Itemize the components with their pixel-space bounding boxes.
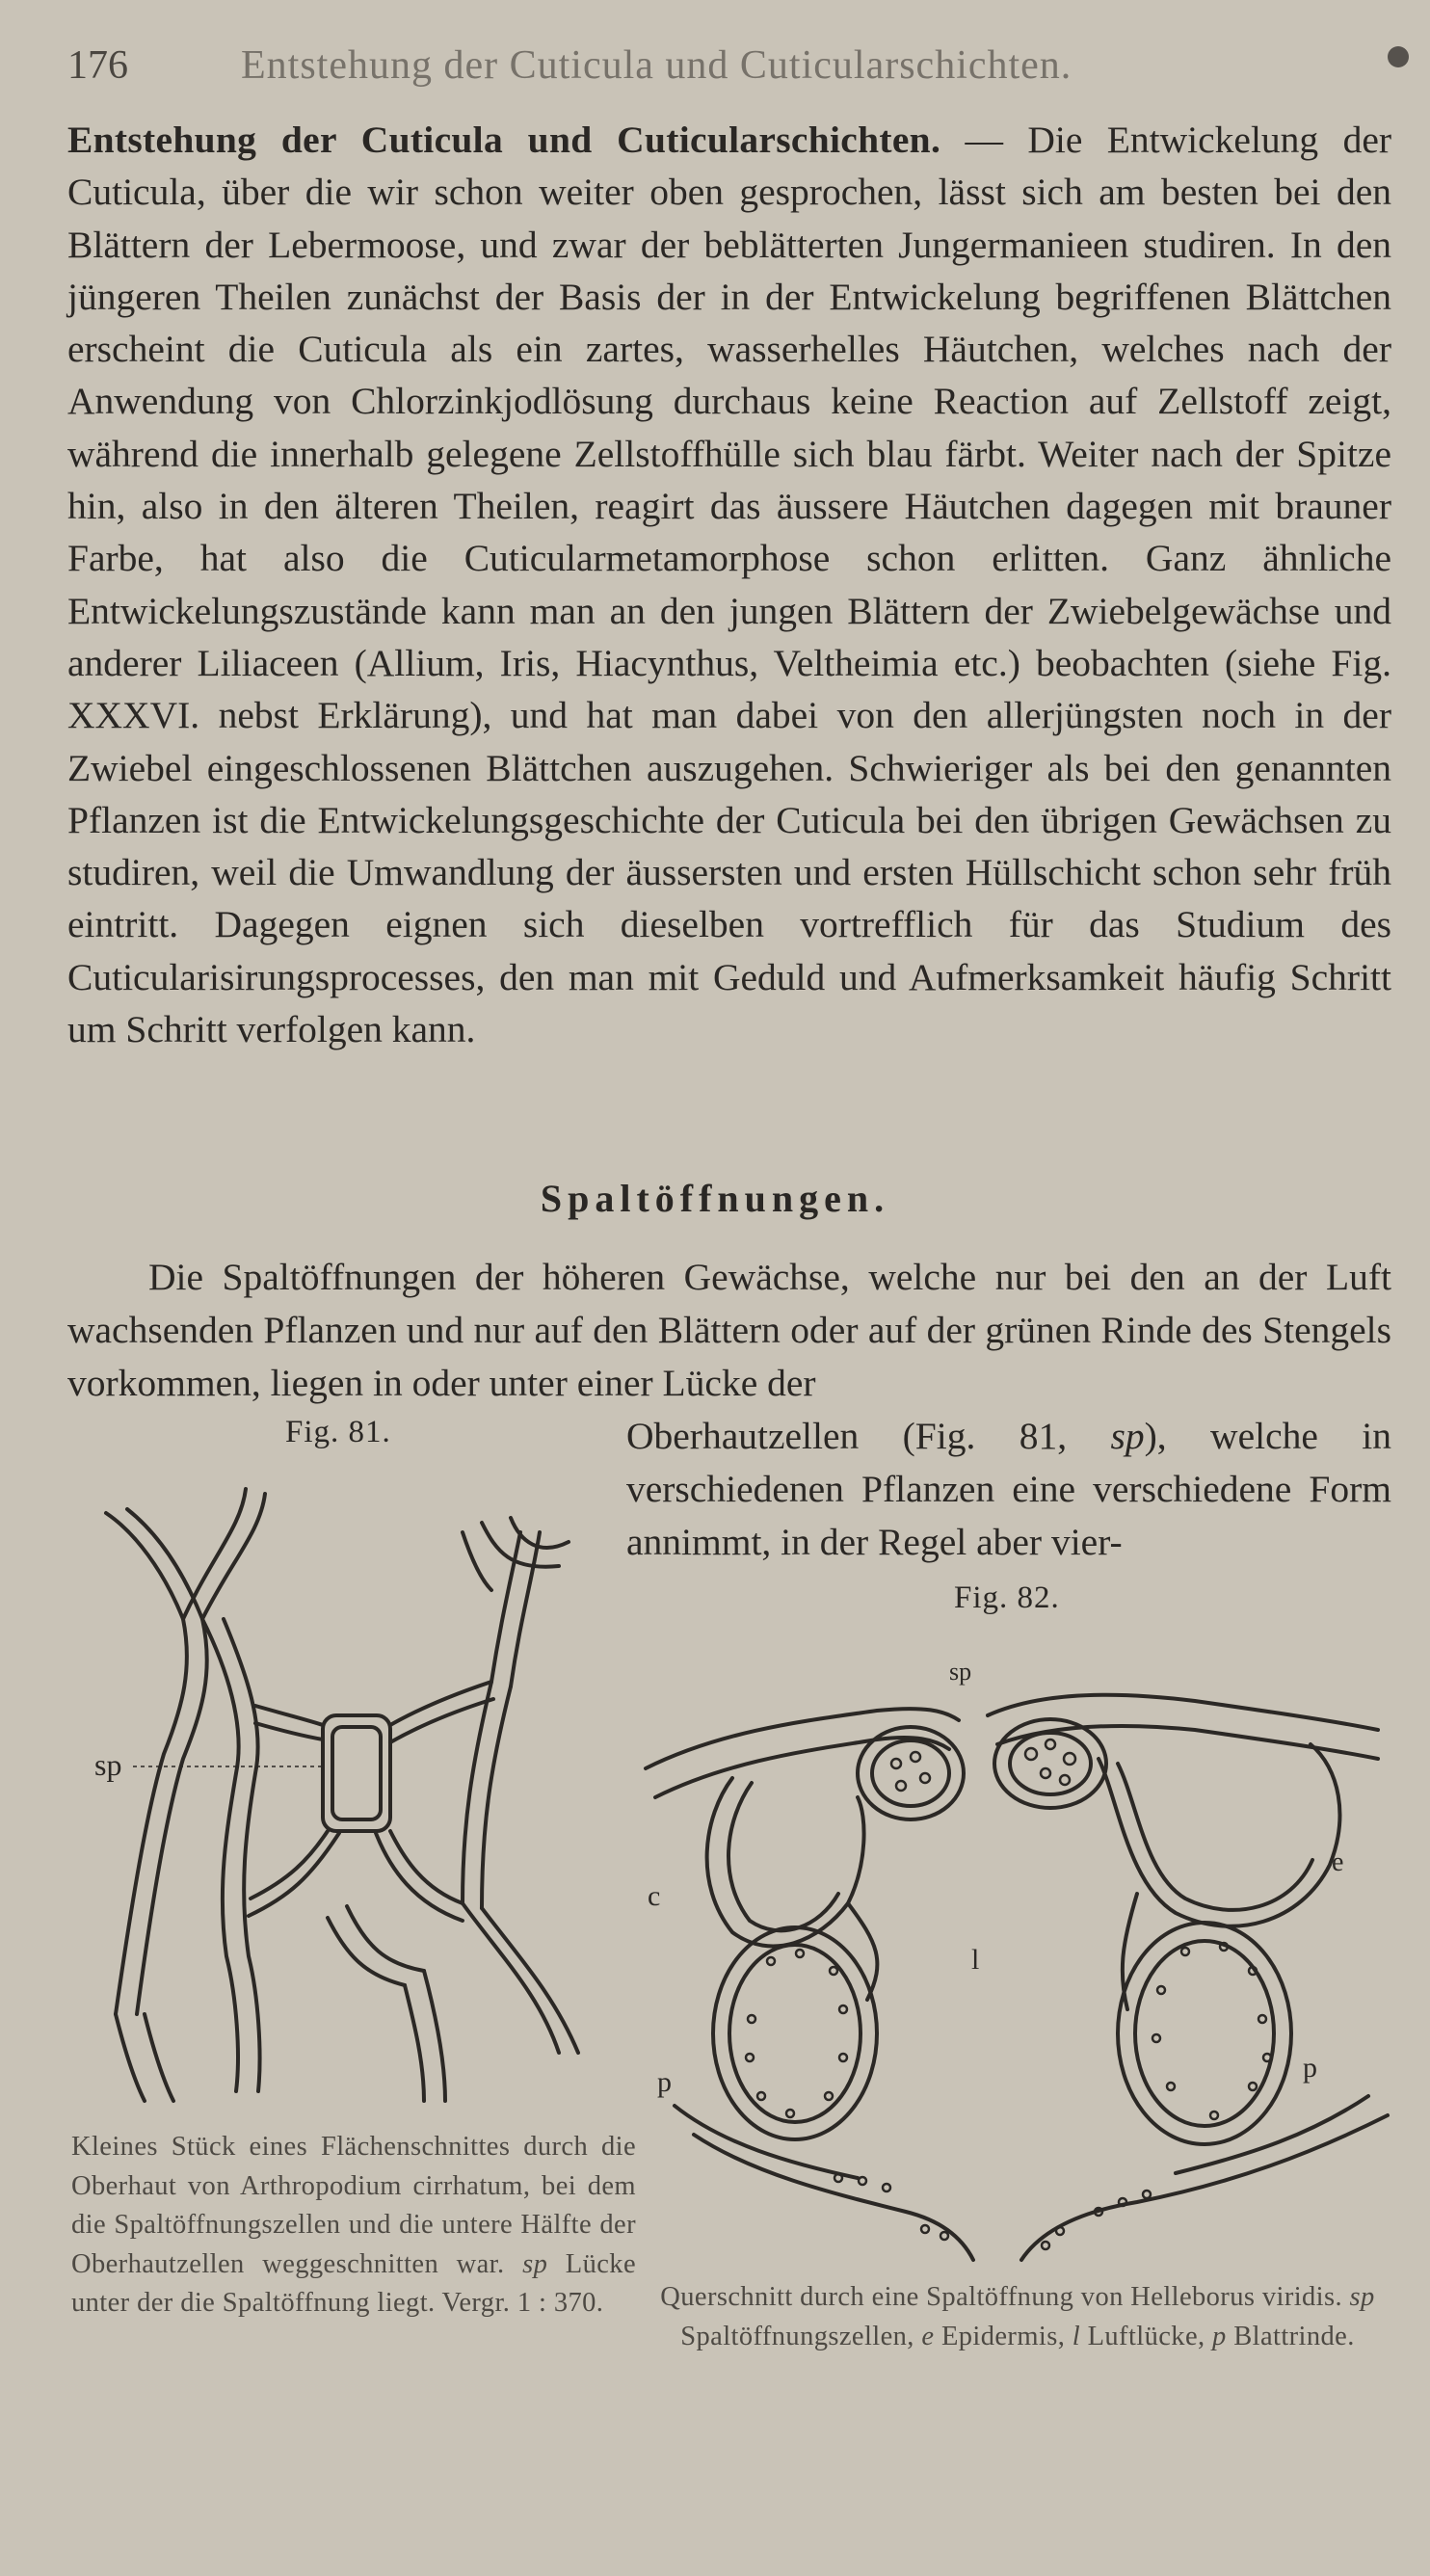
l-marker: l	[971, 1944, 980, 1976]
running-title: Entstehung der Cuticula und Cuticularschichten.	[241, 43, 1072, 88]
figure-81-label: Fig. 81.	[285, 1415, 391, 1449]
p-marker: p	[657, 2066, 672, 2098]
sp-reference: sp	[522, 2248, 548, 2279]
figure-82-label: Fig. 82.	[954, 1580, 1060, 1615]
p-marker: p	[1303, 2052, 1317, 2084]
paragraph-cuticula	[67, 114, 1391, 1055]
paragraph-body: — Die Entwickelung der Cuticula, über die wir schon weiter oben gesprochen, lässt sich am besten bei den Blättern der Lebermoose, und zwar der beblätterten Jungermanieen studiren. In den jüngeren Theilen zunächst der Basis der in der Entwickelung begriffenen Blättchen erscheint die Cuticula als ein zartes, wasserhelles Häutchen, welches nach der Anwendung von Chlorzinkjodlösung durchaus keine Reaction auf Zellstoff zeigt, während die innerhalb gelegene Zellstoffhülle sich blau färbt. Weiter nach der Spitze hin, also in den älteren Theilen, reagirt das äussere Häutchen dagegen mit brauner Farbe, hat also die Cuticularmetamorphose schon erlitten. Ganz ähnliche Entwickelungszustände kann man an den jungen Blättern der Zwiebelgewächse und anderer Liliaceen (Allium, Iris, Hiacynthus, Veltheimia etc.) beobachten (siehe Fig. XXXVI. nebst Erklärung), und hat man dabei von den allerjüngsten noch in der Zwiebel eingeschlossenen Blättchen auszugehen. Schwieriger als bei den genannten Pflanzen ist die Entwickelungsgeschichte der Cuticula bei den übrigen Gewächsen zu studiren, weil die Umwandlung der äussersten und ersten Hüllschicht schon sehr früh eintritt. Dagegen eignen sich dieselben vortrefflich für das Studium des Cuticularisirungsprocesses, den man mit Geduld und Aufmerksamkeit häufig Schritt um Schritt verfolgen kann.	[67, 119, 1391, 1051]
text-run: ), welche in verschiedenen Pflanzen eine verschiedene Form annimmt, in der Regel aber vier-	[626, 1415, 1392, 1563]
sp-marker: sp	[94, 1747, 122, 1782]
sp-reference: sp	[1349, 2282, 1375, 2312]
ink-spot	[1388, 46, 1409, 67]
text-run: Lücke unter der die Spaltöffnung liegt. Vergr. 1 : 370.	[71, 2248, 636, 2319]
text-run: Blattrinde.	[1226, 2321, 1355, 2351]
paragraph-spaltoeffnungen-continued	[626, 1410, 1391, 1569]
sp-marker: sp	[949, 1658, 972, 1686]
text-run: Epidermis,	[934, 2321, 1072, 2351]
e-marker: e	[1332, 1847, 1344, 1877]
running-head	[67, 42, 1397, 91]
figure-82-caption	[651, 2278, 1384, 2356]
paragraph-spaltoeffnungen-intro: Die Spaltöffnungen der höheren Gewächse, welche nur bei den an der Luft wachsenden Pflanzen und nur auf den Blättern oder auf der grünen Rinde des Stengels vorkommen, liegen in oder unter einer Lücke der	[67, 1256, 1391, 1404]
text-run: Luftlücke,	[1080, 2321, 1213, 2351]
c-marker: c	[648, 1880, 661, 1912]
figure-81-caption	[71, 2128, 636, 2324]
p-reference: p	[1212, 2321, 1227, 2351]
text-run: Kleines Stück eines Flächenschnittes durch die Oberhaut von Arthropodium cirrhatum, bei dem die Spaltöffnungszellen und die untere Hälfte der Oberhautzellen weggeschnitten war.	[71, 2132, 636, 2279]
figure-81-drawing	[58, 1474, 597, 2111]
e-reference: e	[921, 2321, 935, 2351]
paragraph-lead: Entstehung der Cuticula und Cuticularschichten.	[67, 119, 941, 161]
page-number: 176	[67, 43, 128, 88]
text-run: Spaltöffnungszellen,	[680, 2321, 922, 2351]
sp-reference: sp	[1110, 1415, 1145, 1457]
figure-82-drawing	[636, 1653, 1388, 2270]
text-run: Querschnitt durch eine Spaltöffnung von Helleborus viridis.	[660, 2282, 1350, 2312]
section-heading: Spaltöffnungen.	[540, 1177, 890, 1220]
text-run: Oberhautzellen (Fig. 81,	[626, 1415, 1111, 1457]
l-reference: l	[1072, 2321, 1081, 2351]
